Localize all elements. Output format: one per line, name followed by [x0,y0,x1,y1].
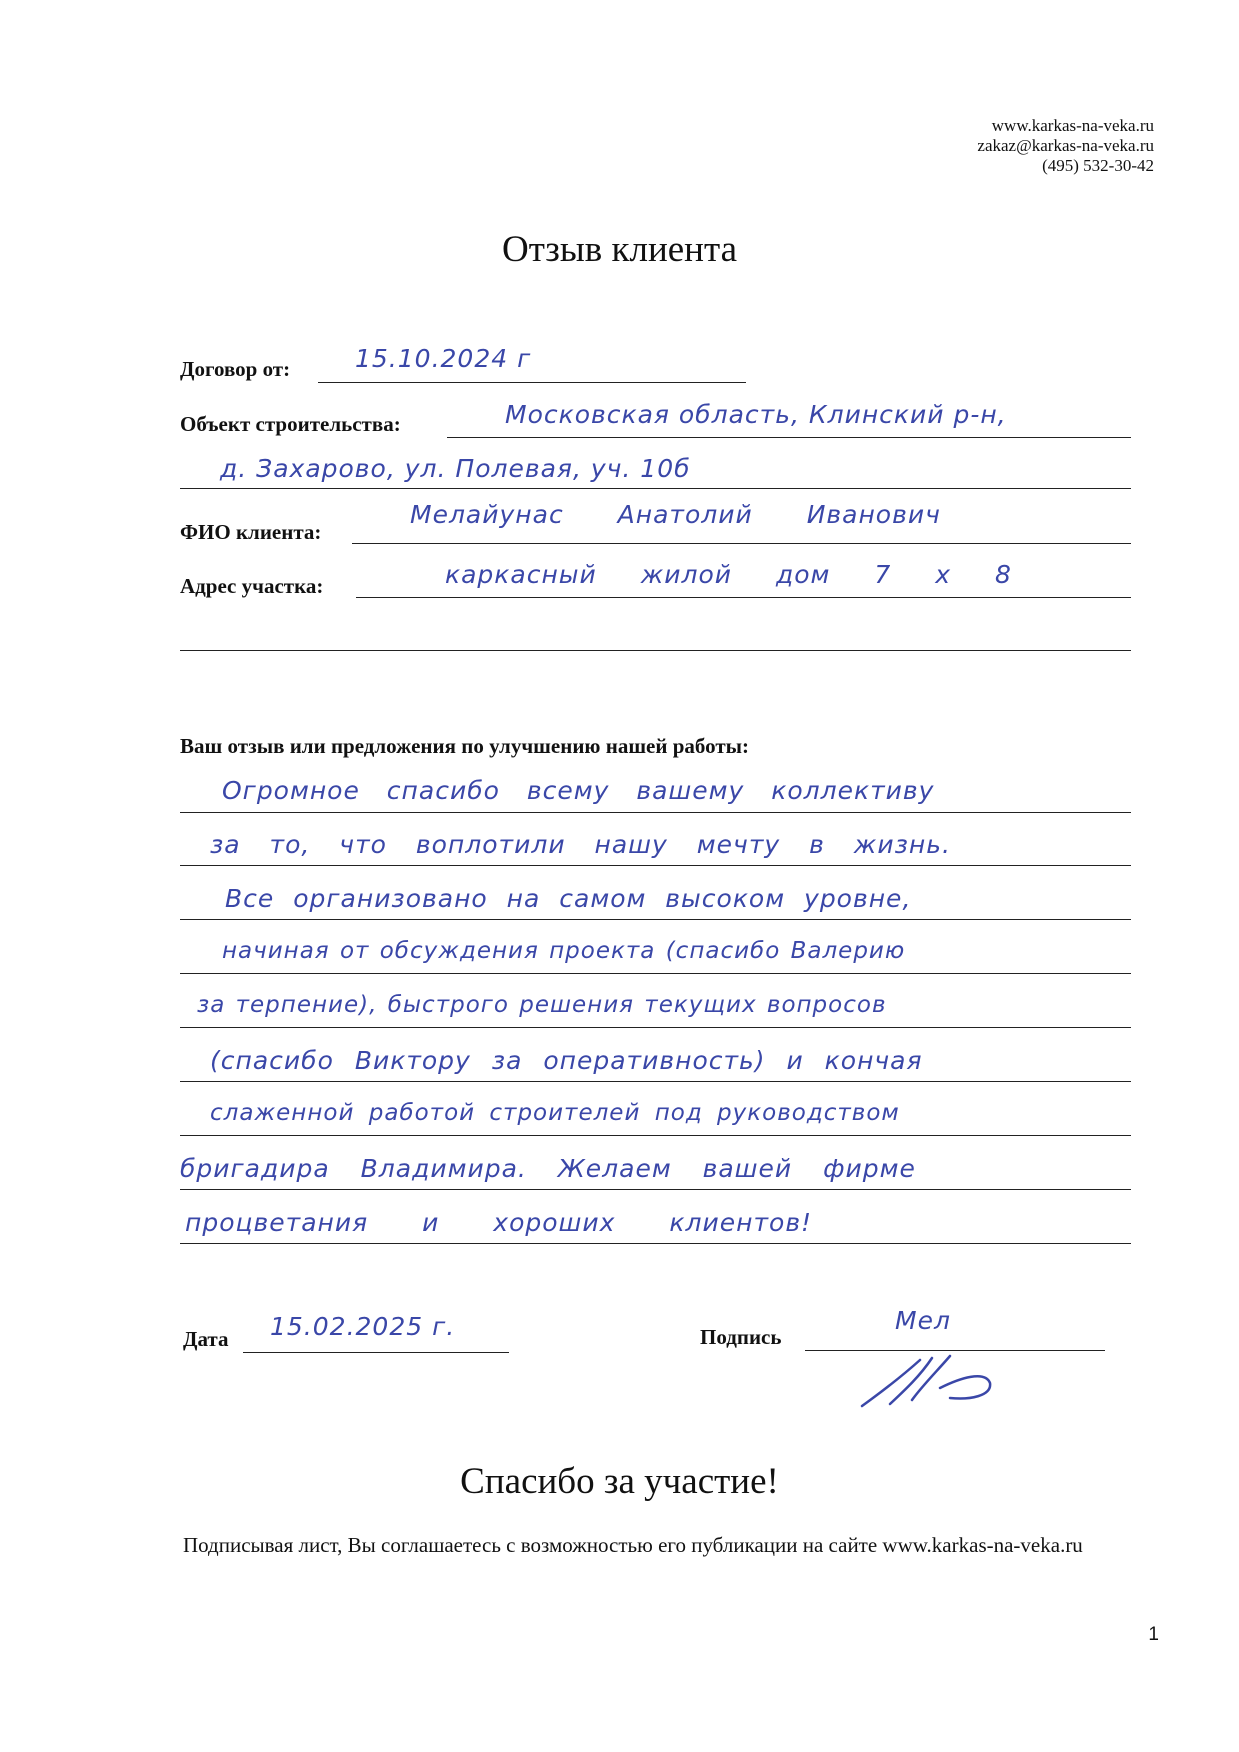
feedback-line-rule [180,865,1131,866]
feedback-label: Ваш отзыв или предложения по улучшению нашей работы: [180,734,750,758]
address-underline [356,597,1131,598]
address-value: каркасный жилой дом 7 х 8 [445,560,1012,589]
object-value-line-1: Московская область, Клинский р-н, [505,400,1007,429]
client-value: Мелайунас Анатолий Иванович [410,500,941,529]
signature-label: Подпись [700,1325,782,1349]
feedback-line-rule [180,1243,1131,1244]
object-underline-2 [180,488,1131,489]
client-label: ФИО клиента: [180,520,322,544]
page-title: Отзыв клиента [501,229,738,270]
feedback-text-line: Огромное спасибо всему вашему коллективу [222,776,935,805]
feedback-text-line: бригадира Владимира. Желаем вашей фирме [180,1154,916,1183]
client-underline [352,543,1131,544]
address-label: Адрес участка: [180,574,324,598]
contract-underline [318,382,746,383]
signature-text: Мел [895,1306,951,1335]
object-value-line-2: д. Захарово, ул. Полевая, уч. 10б [220,454,691,483]
contract-value: 15.10.2024 г [355,344,532,373]
signature-image [850,1348,1010,1418]
feedback-line-rule [180,1135,1131,1136]
feedback-line-rule [180,1027,1131,1028]
feedback-line-rule [180,812,1131,813]
contract-label: Договор от: [180,357,291,381]
feedback-text-line: слаженной работой строителей под руководством [210,1100,900,1126]
page-number: 1 [1148,1624,1159,1645]
feedback-text-line: Все организовано на самом высоком уровне, [225,884,912,913]
contact-block [977,116,1154,176]
contact-website[interactable]: www.karkas-na-veka.ru [991,116,1154,135]
object-underline-1 [447,437,1131,438]
feedback-line-rule [180,1081,1131,1082]
feedback-text-line: (спасибо Виктору за оперативность) и кончая [210,1046,923,1075]
date-underline [243,1352,509,1353]
thanks-heading: Спасибо за участие! [460,1461,779,1502]
feedback-text-line: начиная от обсуждения проекта (спасибо Валерию [222,938,906,964]
date-label: Дата [183,1327,229,1351]
feedback-text-line: за то, что воплотили нашу мечту в жизнь. [210,830,951,859]
feedback-line-rule [180,919,1131,920]
contact-email[interactable]: zakaz@karkas-na-veka.ru [977,136,1154,155]
feedback-text-line: за терпение), быстрого решения текущих вопросов [197,992,887,1018]
feedback-line-rule [180,973,1131,974]
feedback-text-line: процветания и хороших клиентов! [185,1208,813,1237]
feedback-line-rule [180,1189,1131,1190]
contact-phone: (495) 532-30-42 [1042,156,1154,175]
date-value: 15.02.2025 г. [270,1312,456,1341]
publication-note: Подписывая лист, Вы соглашаетесь с возможностью его публикации на сайте www.karkas-na-veka.ru [183,1533,1083,1557]
object-label: Объект строительства: [180,412,401,436]
address-underline-2 [180,650,1131,651]
